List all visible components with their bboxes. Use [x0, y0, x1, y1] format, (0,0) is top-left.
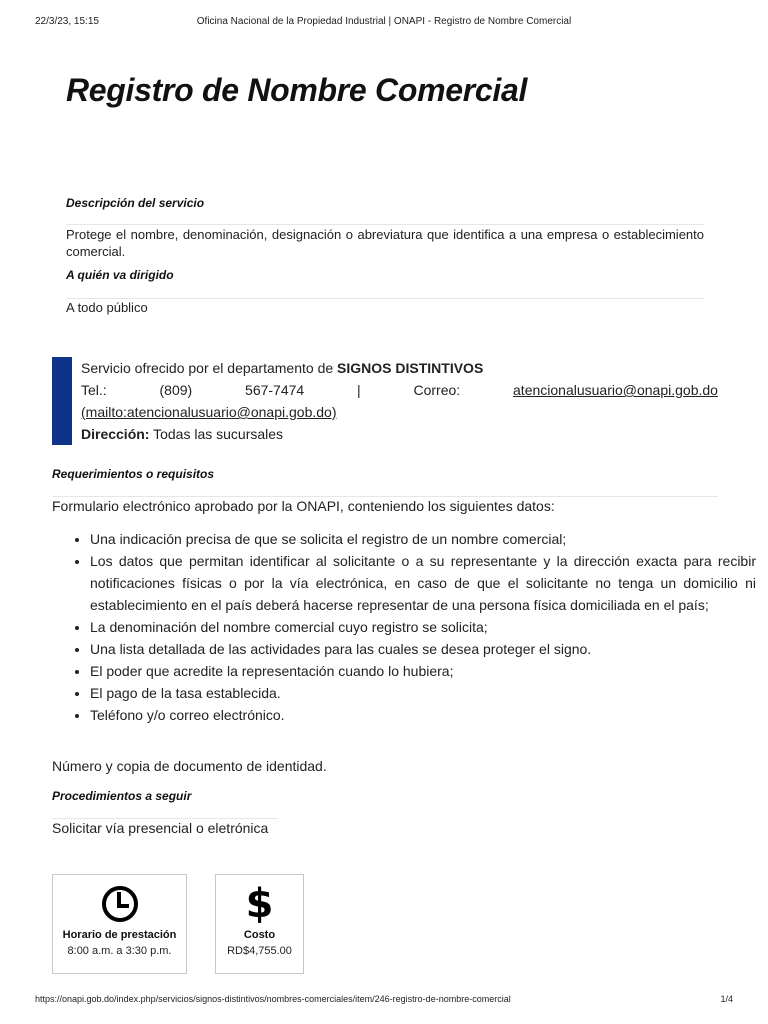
mailto-link[interactable]: (mailto:atencionalusuario@onapi.gob.do) — [81, 404, 337, 420]
print-url: https://onapi.gob.do/index.php/servicios/signos-distintivos/nombres-comerciales/item/246-registro-de-nombre-comercial — [35, 994, 511, 1004]
costo-title: Costo — [243, 929, 276, 941]
horario-value: 8:00 a.m. a 3:30 p.m. — [67, 945, 172, 957]
separator: | — [357, 382, 361, 398]
address-label: Dirección: — [81, 426, 150, 442]
page-title: Registro de Nombre Comercial — [66, 72, 528, 108]
procedimientos-text: Solicitar vía presencial o eletrónica — [52, 820, 269, 836]
email-label: Correo: — [413, 382, 461, 398]
requisitos-label: Requerimientos o requisitos — [52, 467, 215, 481]
dirigido-text: A todo público — [66, 300, 148, 315]
divider — [66, 224, 704, 225]
list-item: • Teléfono y/o correo electrónico. — [90, 704, 756, 726]
procedimientos-label: Procedimientos a seguir — [52, 789, 192, 803]
divider — [52, 496, 718, 497]
offered-by-line — [81, 357, 718, 379]
department-info-content — [81, 357, 718, 445]
list-item: • Una lista detallada de las actividades para las cuales se desea proteger el signo. — [90, 638, 756, 660]
descripcion-text: Protege el nombre, denominación, designación o abreviatura que identifica a una empresa o establecimiento comercial. — [66, 227, 704, 259]
address-line — [81, 423, 718, 445]
tel-label: Tel.: — [81, 382, 107, 398]
list-item: • El poder que acredite la representación cuando lo hubiera; — [90, 660, 756, 682]
mailto-line — [81, 401, 718, 423]
dollar-icon — [216, 883, 303, 925]
contact-line — [81, 379, 718, 401]
horario-card — [52, 874, 187, 974]
list-item: • La denominación del nombre comercial cuyo registro se solicita; — [90, 616, 756, 638]
divider — [66, 298, 704, 299]
horario-title: Horario de prestación — [62, 929, 177, 941]
department-name: SIGNOS DISTINTIVOS — [337, 360, 484, 376]
requisitos-list — [52, 528, 756, 726]
page-number: 1/4 — [720, 994, 733, 1004]
print-datetime: 22/3/23, 15:15 — [35, 16, 99, 27]
costo-card — [215, 874, 304, 974]
accent-bar — [52, 357, 72, 445]
tel-number: 567-7474 — [245, 382, 305, 398]
dirigido-label: A quién va dirigido — [66, 268, 174, 282]
requisitos-intro: Formulario electrónico aprobado por la ONAPI, conteniendo los siguientes datos: — [52, 498, 555, 514]
dollar-symbol: $ — [245, 881, 274, 927]
divider — [52, 818, 278, 819]
costo-value: RD$4,755.00 — [227, 945, 292, 957]
print-page-title: Oficina Nacional de la Propiedad Industrial | ONAPI - Registro de Nombre Comercial — [196, 16, 572, 27]
address-value: Todas las sucursales — [149, 426, 284, 442]
email-link[interactable]: atencionalusuario@onapi.gob.do — [513, 382, 718, 398]
department-info-box — [52, 357, 718, 445]
list-item: • Los datos que permitan identificar al solicitante o a su representante y la dirección exacta para recibir notificaciones físicas o por la vía electrónica, en caso de que el solicitante no tenga un domicilio ni establecimiento en el país deberá hacerse representar de una persona física domiciliada en el país; — [90, 550, 756, 616]
list-item: • El pago de la tasa establecida. — [90, 682, 756, 704]
list-item: • Una indicación precisa de que se solicita el registro de un nombre comercial; — [90, 528, 756, 550]
tel-area-code: (809) — [159, 382, 193, 398]
requisitos-tail: Número y copia de documento de identidad. — [52, 758, 327, 774]
descripcion-label: Descripción del servicio — [66, 196, 205, 210]
clock-icon — [53, 883, 186, 925]
offered-prefix: Servicio ofrecido por el departamento de — [81, 360, 338, 376]
